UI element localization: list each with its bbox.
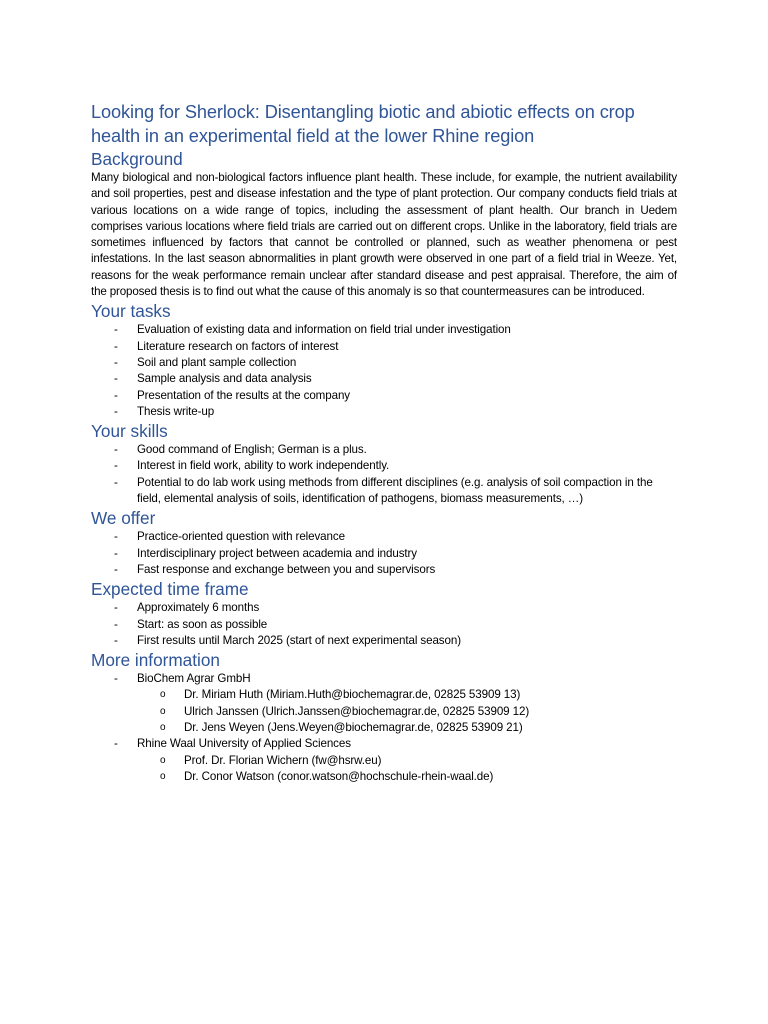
dash-bullet: -	[114, 404, 118, 418]
dash-bullet: -	[114, 323, 118, 337]
contact-text: Dr. Jens Weyen (Jens.Weyen@biochemagrar.de, 02825 53909 21)	[184, 721, 523, 735]
list-item	[91, 633, 677, 649]
list-item	[91, 371, 677, 387]
list-item	[91, 458, 677, 474]
dash-bullet: -	[114, 562, 118, 576]
list-item-text: Thesis write-up	[137, 404, 215, 418]
list-item-text: Soil and plant sample collection	[137, 355, 297, 369]
section-heading-background: Background	[91, 149, 183, 169]
dash-bullet: -	[114, 388, 118, 402]
section-heading-more-information: More information	[91, 650, 220, 671]
contact-text: Dr. Miriam Huth (Miriam.Huth@biochemagrar.de, 02825 53909 13)	[184, 688, 521, 702]
list-item-organization	[91, 671, 677, 736]
contact-list	[137, 753, 677, 786]
section-heading-skills: Your skills	[91, 421, 168, 442]
list-item	[91, 529, 677, 545]
list-item	[91, 442, 677, 458]
list-item-text: Sample analysis and data analysis	[137, 372, 312, 386]
dash-bullet: -	[114, 546, 118, 560]
dash-bullet: -	[114, 475, 118, 489]
list-item-text: First results until March 2025 (start of next experimental season)	[137, 633, 461, 647]
list-item-text: Presentation of the results at the company	[137, 388, 350, 402]
contact-item	[137, 687, 677, 703]
list-item-text: Start: as soon as possible	[137, 617, 268, 631]
section-heading-timeframe: Expected time frame	[91, 579, 249, 600]
timeframe-list	[91, 600, 677, 649]
dash-bullet: -	[114, 355, 118, 369]
organization-name: BioChem Agrar GmbH	[137, 672, 251, 686]
dash-bullet: -	[114, 372, 118, 386]
list-item	[91, 600, 677, 616]
list-item	[91, 404, 677, 420]
contact-text: Ulrich Janssen (Ulrich.Janssen@biochemagrar.de, 02825 53909 12)	[184, 704, 530, 718]
list-item	[91, 339, 677, 355]
circle-bullet: o	[160, 689, 166, 701]
list-item-text: Good command of English; German is a plus.	[137, 443, 367, 457]
list-item-text: Literature research on factors of interest	[137, 339, 339, 353]
list-item	[91, 475, 677, 508]
dash-bullet: -	[114, 633, 118, 647]
dash-bullet: -	[114, 443, 118, 457]
dash-bullet: -	[114, 737, 118, 751]
contact-item	[137, 753, 677, 769]
list-item	[91, 388, 677, 404]
circle-bullet: o	[160, 705, 166, 717]
list-item-text: Potential to do lab work using methods from different disciplines (e.g. analysis of soil compaction in the field, elemental analysis of soils, identification of pathogens, biomass measurements, …)	[137, 475, 653, 506]
list-item	[91, 546, 677, 562]
more-information-list	[91, 671, 677, 785]
tasks-list	[91, 322, 677, 420]
document-title: Looking for Sherlock: Disentangling biotic and abiotic effects on crop health in an experimental field at the lower Rhine region	[91, 102, 635, 146]
dash-bullet: -	[114, 459, 118, 473]
list-item-text: Interdisciplinary project between academia and industry	[137, 546, 417, 560]
list-item	[91, 355, 677, 371]
circle-bullet: o	[160, 754, 166, 766]
list-item	[91, 617, 677, 633]
section-heading-offer: We offer	[91, 508, 156, 529]
list-item-text: Practice-oriented question with relevance	[137, 530, 345, 544]
contact-text: Dr. Conor Watson (conor.watson@hochschule-rhein-waal.de)	[184, 769, 494, 783]
background-paragraph: Many biological and non-biological factors influence plant health. These include, for example, the nutrient availability and soil properties, pest and disease infestation and the type of plant protection. Our company conducts field trials at various locations on a wide range of topics, including the assessment of plant health. Our branch in Uedem comprises various locations where field trials are carried out on different crops. Unlike in the laboratory, field trials are sometimes influenced by factors that cannot be controlled or planned, such as weather phenomena or pest infestations. In the last season abnormalities in plant growth were observed in one part of a field trial in Weeze. Yet, reasons for the weak performance remain unclear after standard disease and pest appraisal. Therefore, the aim of the proposed thesis is to find out what the cause of this anomaly is so that countermeasures can be introduced.	[91, 171, 677, 299]
dash-bullet: -	[114, 672, 118, 686]
circle-bullet: o	[160, 770, 166, 782]
dash-bullet: -	[114, 601, 118, 615]
list-item-text: Interest in field work, ability to work independently.	[137, 459, 390, 473]
dash-bullet: -	[114, 617, 118, 631]
organization-name: Rhine Waal University of Applied Sciences	[137, 737, 351, 751]
list-item-text: Fast response and exchange between you and supervisors	[137, 562, 436, 576]
list-item	[91, 562, 677, 578]
list-item-text: Approximately 6 months	[137, 601, 260, 615]
list-item	[91, 322, 677, 338]
dash-bullet: -	[114, 339, 118, 353]
skills-list	[91, 442, 677, 507]
list-item-organization	[91, 736, 677, 785]
contact-list	[137, 687, 677, 736]
section-heading-tasks: Your tasks	[91, 301, 171, 322]
contact-text: Prof. Dr. Florian Wichern (fw@hsrw.eu)	[184, 753, 382, 767]
dash-bullet: -	[114, 530, 118, 544]
list-item-text: Evaluation of existing data and information on field trial under investigation	[137, 323, 511, 337]
contact-item	[137, 704, 677, 720]
contact-item	[137, 769, 677, 785]
contact-item	[137, 720, 677, 736]
offer-list	[91, 529, 677, 578]
circle-bullet: o	[160, 722, 166, 734]
